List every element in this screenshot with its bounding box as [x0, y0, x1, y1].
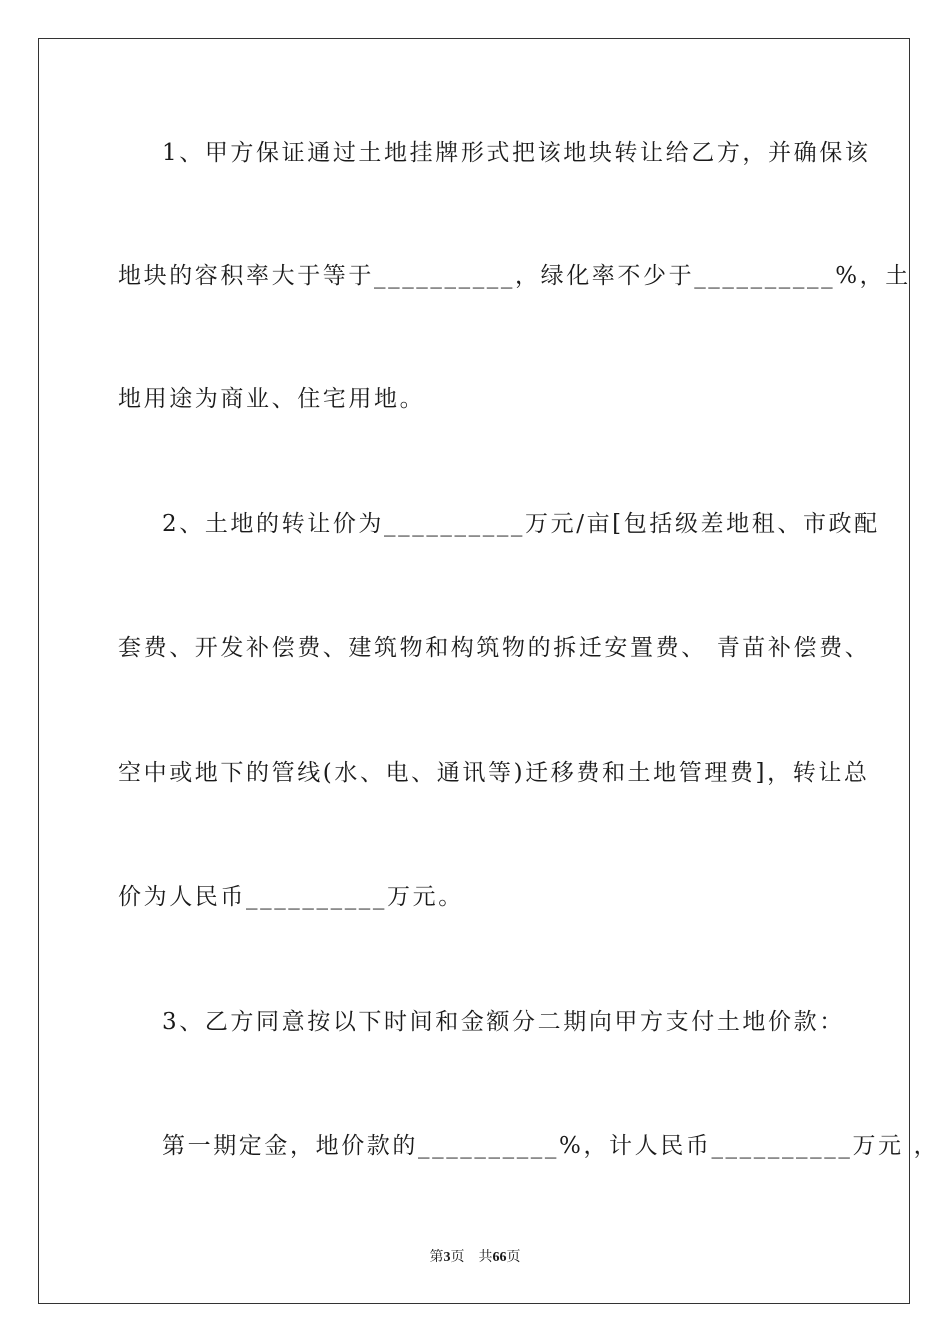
clause-1-line-2: 地块的容积率大于等于__________，绿化率不少于__________%，土	[118, 263, 911, 289]
clause-1-line-3: 地用途为商业、住宅用地。	[118, 386, 426, 412]
footer-total-suffix: 页	[506, 1250, 521, 1265]
clause-3-line-2: 第一期定金，地价款的__________%，计人民币__________万元 ，	[162, 1133, 940, 1159]
footer-page-suffix: 页	[450, 1250, 465, 1265]
clause-2-line-4: 价为人民币__________万元。	[118, 884, 464, 910]
page-border	[38, 38, 910, 1304]
footer-total-prefix: 共	[478, 1250, 493, 1265]
clause-1-line-1: 1、甲方保证通过土地挂牌形式把该地块转让给乙方，并确保该	[162, 140, 871, 166]
clause-3-line-1: 3、乙方同意按以下时间和金额分二期向甲方支付土地价款：	[162, 1009, 845, 1035]
clause-2-line-1: 2、土地的转让价为__________万元/亩[包括级差地租、市政配	[162, 511, 880, 537]
clause-2-line-2: 套费、开发补偿费、建筑物和构筑物的拆迁安置费、 青苗补偿费、	[118, 635, 871, 661]
clause-2-line-3: 空中或地下的管线(水、电、通讯等)迁移费和土地管理费]，转让总	[118, 760, 870, 786]
footer-page-prefix: 第	[429, 1250, 444, 1265]
footer-total-pages: 66	[492, 1250, 507, 1265]
page-footer	[0, 1246, 950, 1266]
footer-page-number: 3	[443, 1250, 451, 1265]
